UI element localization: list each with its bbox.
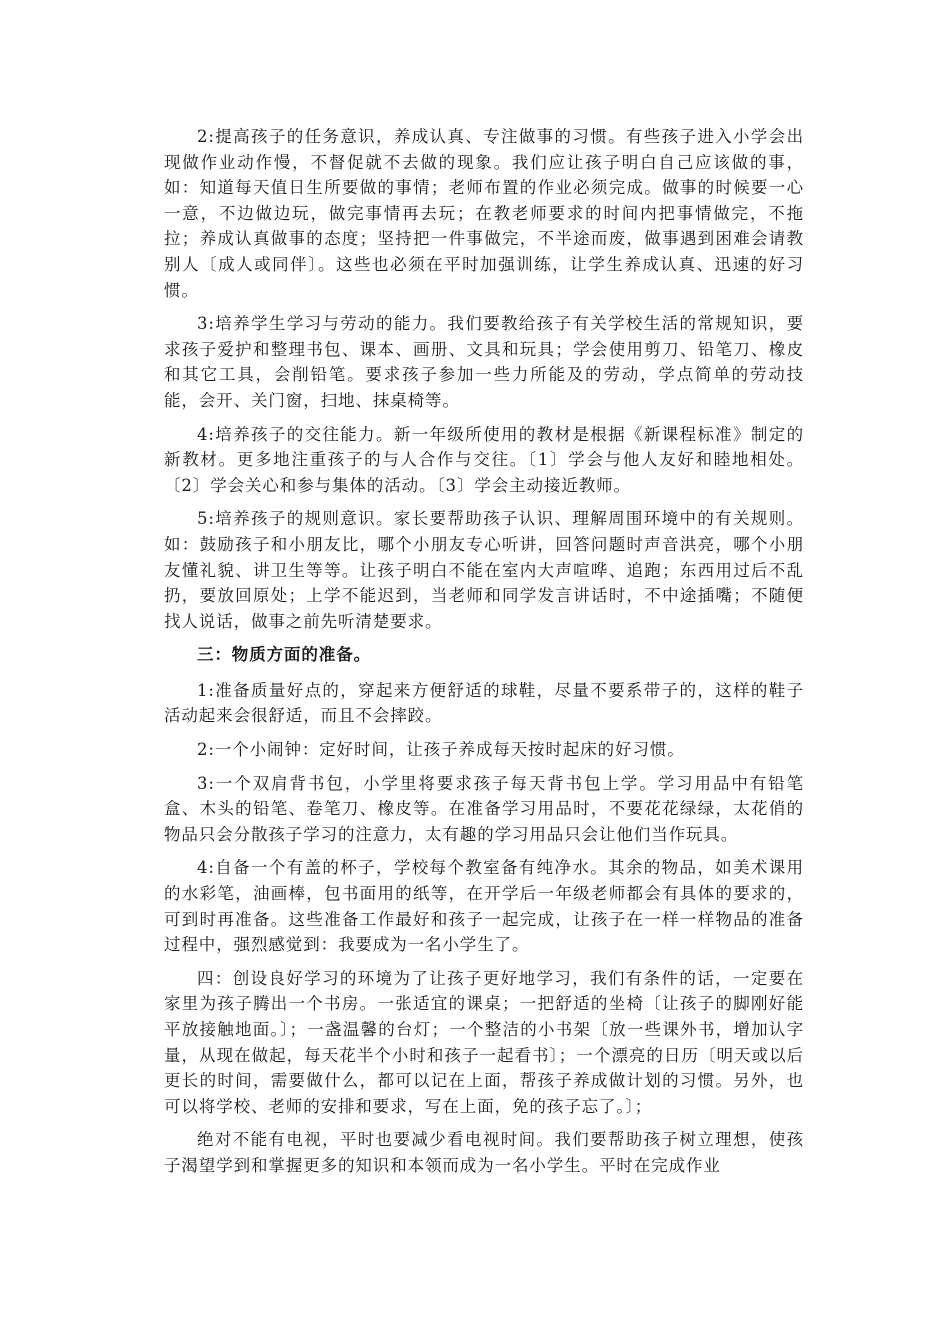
paragraph-no-television: 绝对不能有电视，平时也要减少看电视时间。我们要帮助孩子树立理想，使孩子渴望学到和掌握更多的知识和本领而成为一名小学生。平时在完成作业 xyxy=(164,1130,804,1175)
paragraph-study-environment: 四：创设良好学习的环境为了让孩子更好地学习，我们有条件的话，一定要在家里为孩子腾出一个书房。一张适宜的课桌；一把舒适的坐椅〔让孩子的脚刚好能平放接触地面。〕；一盏温馨的台灯；一个整洁的小书架〔放一些课外书，增加认字量，从现在做起，每天花半个小时和孩子一起看书〕；一个漂亮的日历〔明天或以后更长的时间，需要做什么，都可以记在上面，帮孩子养成做计划的习惯。另外，也可以将学校、老师的安排和要求，写在上面，免的孩子忘了。〕； xyxy=(164,968,804,1116)
document-page xyxy=(164,124,804,1187)
paragraph-school-bag: 3:一个双肩背书包，小学里将要求孩子每天背书包上学。学习用品中有铅笔盒、木头的铅笔、卷笔刀、橡皮等。在准备学习用品时，不要花花绿绿，太花俏的物品只会分散孩子学习的注意力，太有趣的学习用品只会让他们当作玩具。 xyxy=(164,773,804,844)
paragraph-cup-and-supplies: 4:自备一个有盖的杯子，学校每个教室备有纯净水。其余的物品，如美术课用的水彩笔，油画棒，包书面用的纸等，在开学后一年级老师都会有具体的要求的，可到时再准备。这些准备工作最好和孩子一起完成，让孩子在一样一样物品的准备过程中，强烈感觉到：我要成为一名小学生了。 xyxy=(164,858,804,955)
paragraph-shoes: 1:准备质量好点的，穿起来方便舒适的球鞋，尽量不要系带子的，这样的鞋子活动起来会很舒适，而且不会摔跤。 xyxy=(164,680,804,726)
paragraph-rules-awareness: 5:培养孩子的规则意识。家长要帮助孩子认识、理解周围环境中的有关规则。如：鼓励孩子和小朋友比，哪个小朋友专心听讲，回答问题时声音洪亮，哪个小朋友懂礼貌、讲卫生等等。让孩子明白不能在室内大声喧哗、追跑；东西用过后不乱扔，要放回原处；上学不能迟到，当老师和同学发言讲话时，不中途插嘴；不随便找人说话，做事之前先听清楚要求。 xyxy=(164,509,804,631)
paragraph-social-ability: 4:培养孩子的交往能力。新一年级所使用的教材是根据《新课程标准》制定的新教材。更多地注重孩子的与人合作与交往。〔1〕学会与他人友好和睦地相处。〔2〕学会关心和参与集体的活动。〔3〕学会主动接近教师。 xyxy=(164,424,804,495)
section-heading-material-preparation: 三：物质方面的准备。 xyxy=(197,645,371,665)
paragraph-task-awareness: 2:提高孩子的任务意识，养成认真、专注做事的习惯。有些孩子进入小学会出现做作业动作慢，不督促就不去做的现象。我们应让孩子明白自己应该做的事，如：知道每天值日生所要做的事情；老师布置的作业必须完成。做事的时候要一心一意，不边做边玩，做完事情再去玩；在教老师要求的时间内把事情做完，不拖拉；养成认真做事的态度；坚持把一件事做完，不半途而废，做事遇到困难会请教别人〔成人或同伴〕。这些也必须在平时加强训练，让学生养成认真、迅速的好习惯。 xyxy=(164,127,804,300)
paragraph-study-labor-ability: 3:培养学生学习与劳动的能力。我们要教给孩子有关学校生活的常规知识，要求孩子爱护和整理书包、课本、画册、文具和玩具；学会使用剪刀、铅笔刀、橡皮和其它工具，会削铅笔。要求孩子参加一些力所能及的劳动，学点简单的劳动技能，会开、关门窗，扫地、抹桌椅等。 xyxy=(164,314,804,410)
paragraph-alarm-clock: 2:一个小闹钟：定好时间，让孩子养成每天按时起床的好习惯。 xyxy=(197,740,685,760)
